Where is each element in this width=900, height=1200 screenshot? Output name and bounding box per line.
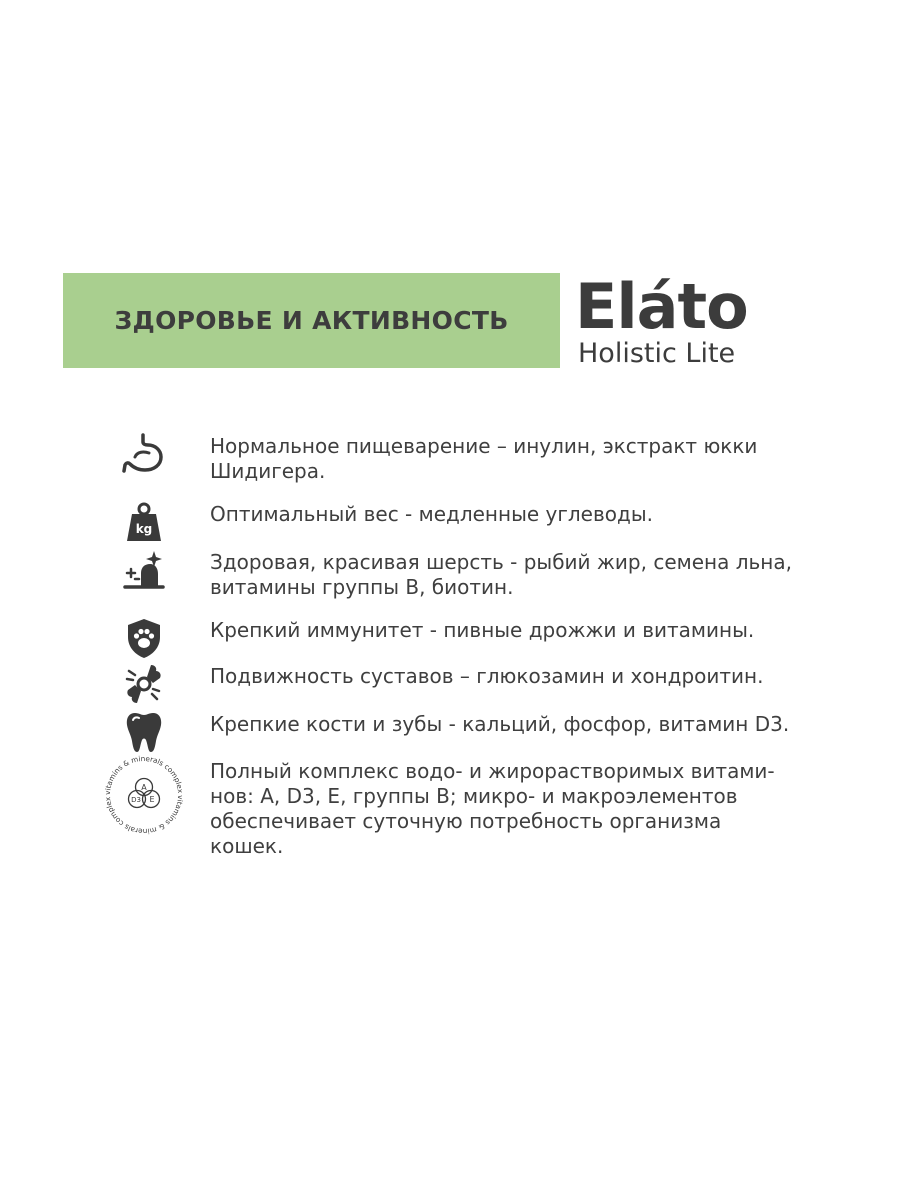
svg-text:kg: kg bbox=[135, 522, 153, 536]
brand-subtitle: Holistic Lite bbox=[578, 338, 736, 369]
tooth-icon bbox=[120, 708, 168, 756]
feature-text: Оптимальный вес - медленные углеводы. bbox=[210, 502, 653, 526]
section-banner bbox=[63, 273, 560, 368]
joint-icon bbox=[120, 660, 168, 708]
feature-text: Полный комплекс водо- и жирорастворимых витами- нов: А, D3, Е, группы В; микро- и макроэлементов обеспечивает суточную потребность организма кошек. bbox=[210, 759, 775, 858]
feature-text: Крепкий иммунитет - пивные дрожжи и витамины. bbox=[210, 618, 755, 642]
svg-text:vitamins & minerals complex: vitamins & minerals complex bbox=[103, 794, 186, 837]
svg-text:D3: D3 bbox=[131, 796, 141, 804]
brand-logo bbox=[575, 270, 790, 376]
feature-text: Нормальное пищеварение – инулин, экстракт юкки Шидигера. bbox=[210, 434, 758, 483]
feature-text: Подвижность суставов – глюкозамин и хондроитин. bbox=[210, 664, 764, 688]
brand-name: Eláto bbox=[575, 270, 748, 343]
svg-text:A: A bbox=[141, 783, 147, 792]
hair-shine-icon bbox=[120, 546, 168, 594]
svg-text:E: E bbox=[149, 795, 155, 804]
stomach-icon bbox=[120, 430, 168, 478]
shield-paw-icon bbox=[120, 614, 168, 662]
svg-text:vitamins & minerals complex: vitamins & minerals complex bbox=[102, 753, 185, 796]
feature-text: Крепкие кости и зубы - кальций, фосфор, витамин D3. bbox=[210, 712, 790, 736]
section-title: ЗДОРОВЬЕ И АКТИВНОСТЬ bbox=[114, 306, 509, 335]
vitamins-minerals-complex-icon bbox=[102, 753, 186, 837]
weight-kg-icon bbox=[120, 498, 168, 546]
feature-text: Здоровая, красивая шерсть - рыбий жир, семена льна, витамины группы В, биотин. bbox=[210, 550, 792, 599]
